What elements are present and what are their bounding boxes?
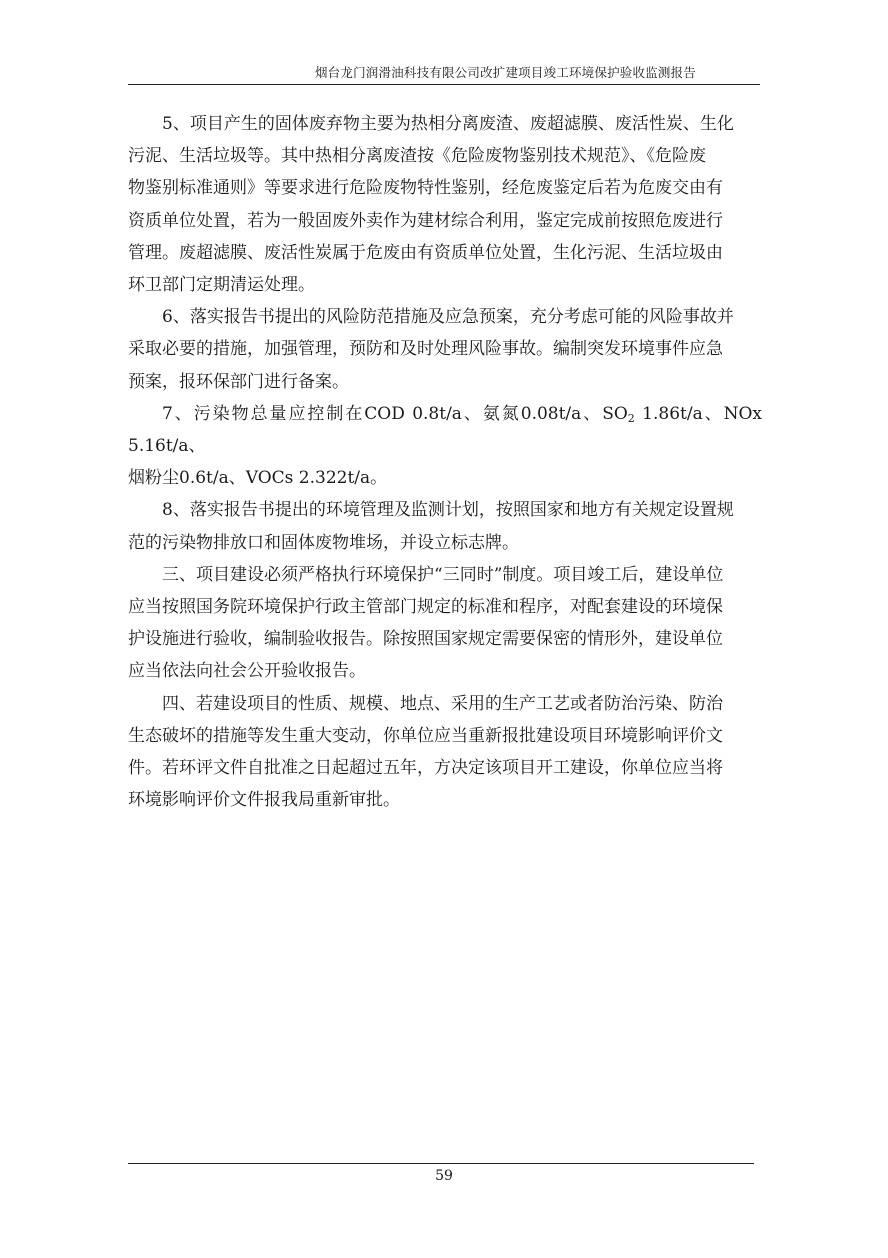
paragraph-three-simultaneous: 三、项目建设必须严格执行环境保护“三同时”制度。项目竣工后，建设单位 应当按照国务院环境保护行政主管部门规定的标准和程序，对配套建设的环境保 护设施进行验收，编制验收报告。除按照国家规定需要保密的情形外，建设单位 应当依法向社会公开验收报告。 bbox=[128, 564, 724, 682]
paragraph-pollutant-totals bbox=[128, 398, 762, 495]
report-title: 烟台龙门润滑油科技有限公司改扩建项目竣工环境保护验收监测报告 bbox=[314, 65, 696, 80]
paragraph-monitoring-plan: 8、落实报告书提出的环境管理及监测计划，按照国家和地方有关规定设置规 范的污染物排放口和固体废物堆场，并设立标志牌。 bbox=[128, 500, 734, 553]
document-body bbox=[128, 108, 762, 816]
footer-rule bbox=[128, 1163, 754, 1164]
page-number: 59 bbox=[435, 1168, 453, 1184]
so2-subscript: 2 bbox=[627, 411, 635, 425]
paragraph-solid-waste: 5、项目产生的固体废弃物主要为热相分离废渣、废超滤膜、废活性炭、生化 污泥、生活垃圾等。其中热相分离废渣按《危险废物鉴别技术规范》、《危险废 物鉴别标准通则》等要求进行危险废物特性鉴别，经危废鉴定后若为危废交由有 资质单位处置，若为一般固废外卖作为建材综合利用，鉴定完成前按照危废进行 管理。废超滤膜、废活性炭属于危废由有资质单位处置，生化污泥、生活垃圾由 环卫部门定期清运处理。 bbox=[128, 114, 734, 296]
pollutant-text-part2: 1.86t/a、NOx 5.16t/a、 烟粉尘0.6t/a、VOCs 2.322t/a。 bbox=[128, 403, 763, 489]
paragraph-risk-prevention: 6、落实报告书提出的风险防范措施及应急预案，充分考虑可能的风险事故并 采取必要的措施，加强管理，预防和及时处理风险事故。编制突发环境事件应急 预案，报环保部门进行备案。 bbox=[128, 307, 734, 392]
page-header bbox=[128, 64, 760, 85]
paragraph-major-changes: 四、若建设项目的性质、规模、地点、采用的生产工艺或者防治污染、防治 生态破坏的措施等发生重大变动，你单位应当重新报批建设项目环境影响评价文 件。若环评文件自批准之日起超过五年，方决定该项目开工建设，你单位应当将 环境影响评价文件报我局重新审批。 bbox=[128, 693, 723, 811]
pollutant-text-part1: 7、污染物总量应控制在COD 0.8t/a、氨氮0.08t/a、SO bbox=[162, 403, 628, 424]
